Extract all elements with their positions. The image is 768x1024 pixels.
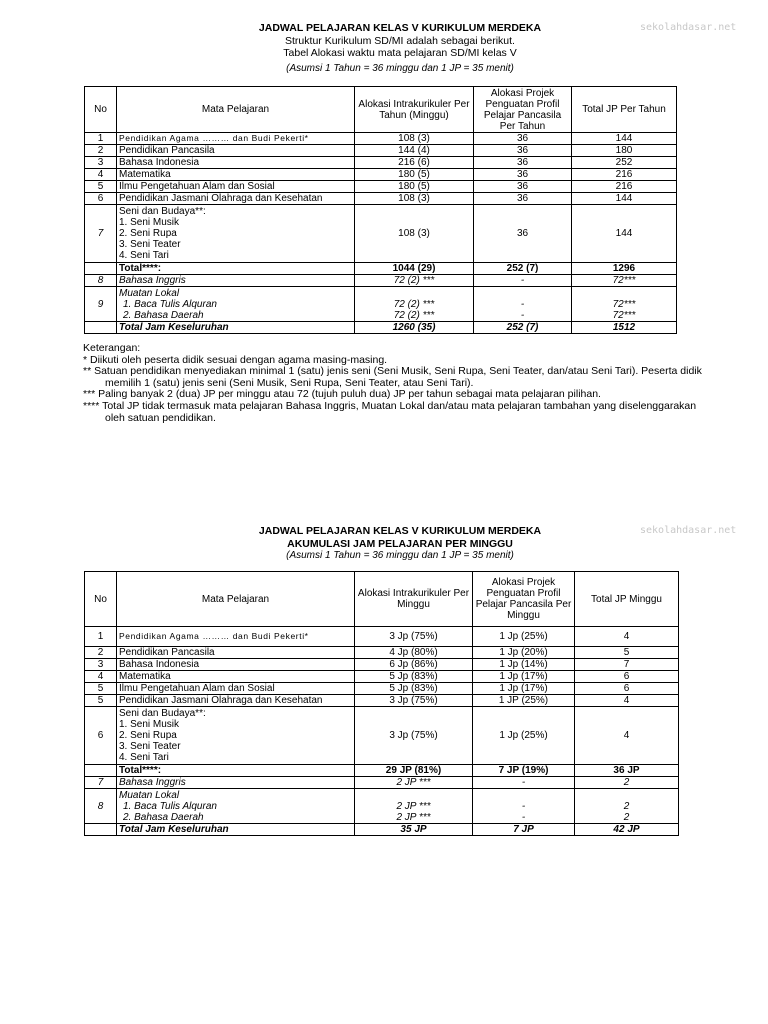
cell-projek: 36: [474, 193, 572, 205]
table-row: [85, 683, 679, 695]
cell-total: 6: [575, 671, 679, 683]
cell-no: 4: [85, 671, 117, 683]
cell-total: 252: [572, 157, 677, 169]
cell-total: 1296: [572, 263, 677, 275]
table2: [84, 571, 679, 836]
cell-mapel: Pendidikan Jasmani Olahraga dan Kesehatan: [117, 695, 355, 707]
cell-intra: 1260 (35): [355, 322, 474, 334]
cell-total: [575, 789, 679, 824]
table1-assumption: (Asumsi 1 Tahun = 36 minggu dan 1 JP = 35 menit): [286, 62, 514, 74]
table-row: [85, 671, 679, 683]
cell-projek: 252 (7): [474, 322, 572, 334]
cell-intra: 5 Jp (83%): [355, 683, 473, 695]
cell-intra: 35 JP: [355, 824, 473, 836]
cell-total: 216: [572, 169, 677, 181]
mulok-total-2: 2: [623, 811, 630, 823]
note-2a: ** Satuan pendidikan menyediakan minimal 1 (satu) jenis seni (Seni Musik, Seni Rupa, Seni Teater, dan/atau Seni Tari). Peserta didik: [83, 365, 702, 378]
mulok-intra-1: 2 JP ***: [396, 800, 431, 812]
mulok-total-1: 2: [623, 800, 630, 812]
mulok-total-2: 72***: [612, 309, 636, 321]
cell-no: 6: [85, 707, 117, 765]
seni-list: [119, 217, 352, 261]
cell-no: 5: [85, 695, 117, 707]
cell-projek: 1 Jp (14%): [473, 659, 575, 671]
cell-total: 72***: [572, 275, 677, 287]
cell-mapel: Total****:: [117, 765, 355, 777]
header-no: No: [85, 87, 117, 133]
cell-intra: 72 (2) ***: [355, 275, 474, 287]
table-row-seni: [85, 707, 679, 765]
cell-mapel: Bahasa Indonesia: [117, 157, 355, 169]
cell-mapel: Pendidikan Jasmani Olahraga dan Kesehatan: [117, 193, 355, 205]
cell-mapel: Bahasa Inggris: [117, 777, 355, 789]
table-row: [85, 193, 677, 205]
cell-projek: -: [473, 777, 575, 789]
cell-projek: 36: [474, 133, 572, 145]
table-row-subtotal: [85, 765, 679, 777]
cell-projek: [473, 789, 575, 824]
cell-intra: 108 (3): [355, 133, 474, 145]
list-item: 1. Baca Tulis Alquran: [123, 298, 217, 310]
cell-total: 180: [572, 145, 677, 157]
cell-mapel: Bahasa Indonesia: [117, 659, 355, 671]
cell-no: 9: [85, 287, 117, 322]
table2-header: [60, 525, 740, 563]
watermark: sekolahdasar.net: [640, 22, 737, 33]
mulok-intra-2: 72 (2) ***: [393, 309, 435, 321]
list-item: 1. Seni Musik: [119, 719, 180, 730]
note-2b: memilih 1 (satu) jenis seni (Seni Musik, Seni Rupa, Seni Teater, atau Seni Tari).: [105, 376, 474, 389]
cell-total: 144: [572, 205, 677, 263]
table1-subtitle2: Tabel Alokasi waktu mata pelajaran SD/MI kelas V: [283, 47, 517, 59]
cell-intra: 108 (3): [355, 205, 474, 263]
cell-projek: 36: [474, 169, 572, 181]
seni-title: Seni dan Budaya**:: [119, 708, 206, 719]
cell-intra: 216 (6): [355, 157, 474, 169]
cell-projek: 36: [474, 205, 572, 263]
cell-mapel: Pendidikan Pancasila: [117, 647, 355, 659]
table-row: [85, 145, 677, 157]
cell-intra: 6 Jp (86%): [355, 659, 473, 671]
cell-mapel: Pendidikan Agama ……… dan Budi Pekerti*: [117, 627, 355, 647]
list-item: 2. Bahasa Daerah: [123, 811, 204, 823]
cell-projek: 1 Jp (20%): [473, 647, 575, 659]
cell-no: 6: [85, 193, 117, 205]
cell-intra: 180 (5): [355, 181, 474, 193]
cell-intra: 108 (3): [355, 193, 474, 205]
header-no: No: [85, 572, 117, 627]
table1-header: [60, 22, 740, 75]
cell-no: 8: [85, 275, 117, 287]
cell-intra: 29 JP (81%): [355, 765, 473, 777]
cell-total: 144: [572, 133, 677, 145]
list-item: 4. Seni Tari: [119, 752, 169, 763]
cell-total: 7: [575, 659, 679, 671]
cell-mapel: Pendidikan Agama ……… dan Budi Pekerti*: [117, 133, 355, 145]
cell-projek: 7 JP: [473, 824, 575, 836]
cell-intra: [355, 287, 474, 322]
cell-intra: 3 Jp (75%): [355, 695, 473, 707]
cell-total: 42 JP: [575, 824, 679, 836]
cell-projek: [474, 287, 572, 322]
cell-intra: 4 Jp (80%): [355, 647, 473, 659]
cell-total: [572, 287, 677, 322]
table-row: [85, 275, 677, 287]
mulok-intra-2: 2 JP ***: [396, 811, 431, 823]
header-total: Total JP Per Tahun: [572, 87, 677, 133]
cell-no: 2: [85, 647, 117, 659]
cell-no: 7: [85, 777, 117, 789]
table-row: [85, 133, 677, 145]
mulok-projek-2: -: [521, 811, 526, 823]
cell-total: 5: [575, 647, 679, 659]
list-item: 4. Seni Tari: [119, 250, 169, 261]
notes-title: Keterangan:: [83, 342, 141, 354]
cell-mapel: Total****:: [117, 263, 355, 275]
cell-mapel: [117, 287, 355, 322]
cell-total: 2: [575, 777, 679, 789]
mulok-projek-2: -: [520, 309, 525, 321]
note-1: * Diikuti oleh peserta didik sesuai dengan agama masing-masing.: [83, 353, 388, 366]
note-3: *** Paling banyak 2 (dua) JP per minggu atau 72 (tujuh puluh dua) JP per tahun sebagai mata pelajaran pilihan.: [83, 388, 601, 401]
cell-total: 4: [575, 695, 679, 707]
header-intra: Alokasi Intrakurikuler Per Minggu: [355, 572, 473, 627]
header-total: Total JP Minggu: [575, 572, 679, 627]
cell-intra: 1044 (29): [355, 263, 474, 275]
cell-no: [85, 322, 117, 334]
cell-no: 1: [85, 133, 117, 145]
seni-title: Seni dan Budaya**:: [119, 206, 206, 217]
cell-no: 3: [85, 157, 117, 169]
cell-projek: 1 Jp (17%): [473, 671, 575, 683]
cell-no: 4: [85, 169, 117, 181]
table1-subtitle1: Struktur Kurikulum SD/MI adalah sebagai berikut.: [285, 34, 515, 47]
table-row: [85, 627, 679, 647]
table-row-subtotal: [85, 263, 677, 275]
cell-no: 7: [85, 205, 117, 263]
table1-title: JADWAL PELAJARAN KELAS V KURIKULUM MERDEKA: [258, 22, 542, 34]
cell-mapel: [117, 205, 355, 263]
table-row-mulok: [85, 789, 679, 824]
cell-total: 4: [575, 627, 679, 647]
cell-mapel: [117, 707, 355, 765]
cell-no: [85, 824, 117, 836]
cell-projek: 1 Jp (25%): [473, 627, 575, 647]
table2-title2: AKUMULASI JAM PELAJARAN PER MINGGU: [287, 537, 513, 550]
mulok-title: Muatan Lokal: [119, 789, 180, 801]
list-item: 2. Seni Rupa: [119, 228, 177, 239]
notes: [83, 343, 743, 424]
table1-header-row: [85, 87, 677, 133]
table-row-grand-total: [85, 824, 679, 836]
cell-no: 8: [85, 789, 117, 824]
cell-projek: 36: [474, 157, 572, 169]
list-item: 2. Seni Rupa: [119, 730, 177, 741]
note-4b: oleh satuan pendidikan.: [105, 411, 216, 424]
cell-mapel: Total Jam Keseluruhan: [117, 322, 355, 334]
cell-mapel: Ilmu Pengetahuan Alam dan Sosial: [117, 683, 355, 695]
table-row: [85, 777, 679, 789]
cell-mapel: [117, 789, 355, 824]
mulok-projek-1: -: [520, 298, 525, 310]
cell-no: 3: [85, 659, 117, 671]
cell-projek: 1 Jp (25%): [473, 707, 575, 765]
mulok-total-1: 72***: [612, 298, 636, 310]
cell-total: 6: [575, 683, 679, 695]
table-row-grand-total: [85, 322, 677, 334]
table-row: [85, 659, 679, 671]
cell-total: 36 JP: [575, 765, 679, 777]
table1: [84, 86, 677, 334]
note-4a: **** Total JP tidak termasuk mata pelajaran Bahasa Inggris, Muatan Lokal dan/atau mata pelajaran tambahan yang diselenggarakan: [83, 399, 697, 412]
cell-mapel: Matematika: [117, 671, 355, 683]
mulok-intra-1: 72 (2) ***: [393, 298, 435, 310]
cell-mapel: Ilmu Pengetahuan Alam dan Sosial: [117, 181, 355, 193]
cell-projek: -: [474, 275, 572, 287]
list-item: 2. Bahasa Daerah: [123, 309, 204, 321]
cell-projek: 36: [474, 145, 572, 157]
cell-intra: 3 Jp (75%): [355, 627, 473, 647]
cell-no: 2: [85, 145, 117, 157]
cell-projek: 1 Jp (17%): [473, 683, 575, 695]
list-item: 3. Seni Teater: [119, 239, 181, 250]
header-projek: Alokasi Projek Penguatan Profil Pelajar Pancasila Per Tahun: [474, 87, 572, 133]
cell-no: [85, 263, 117, 275]
cell-projek: 36: [474, 181, 572, 193]
cell-total: 216: [572, 181, 677, 193]
cell-mapel: Total Jam Keseluruhan: [117, 824, 355, 836]
cell-projek: 1 JP (25%): [473, 695, 575, 707]
cell-no: 5: [85, 683, 117, 695]
table2-header-row: [85, 572, 679, 627]
list-item: 1. Seni Musik: [119, 217, 180, 228]
list-item: 3. Seni Teater: [119, 741, 181, 752]
table-row-mulok: [85, 287, 677, 322]
header-mapel: Mata Pelajaran: [117, 87, 355, 133]
header-mapel: Mata Pelajaran: [117, 572, 355, 627]
cell-projek: 7 JP (19%): [473, 765, 575, 777]
watermark: sekolahdasar.net: [640, 525, 737, 536]
cell-total: 144: [572, 193, 677, 205]
cell-intra: 5 Jp (83%): [355, 671, 473, 683]
cell-total: 1512: [572, 322, 677, 334]
header-projek: Alokasi Projek Penguatan Profil Pelajar Pancasila Per Minggu: [473, 572, 575, 627]
table-row: [85, 181, 677, 193]
header-intra: Alokasi Intrakurikuler Per Tahun (Minggu): [355, 87, 474, 133]
table-row-seni: [85, 205, 677, 263]
cell-mapel: Bahasa Inggris: [117, 275, 355, 287]
table-row: [85, 169, 677, 181]
cell-intra: 2 JP ***: [355, 777, 473, 789]
cell-no: 1: [85, 627, 117, 647]
mulok-title: Muatan Lokal: [119, 287, 180, 299]
cell-no: 5: [85, 181, 117, 193]
table-row: [85, 157, 677, 169]
cell-mapel: Matematika: [117, 169, 355, 181]
table-row: [85, 695, 679, 707]
cell-intra: 180 (5): [355, 169, 474, 181]
list-item: 1. Baca Tulis Alquran: [123, 800, 217, 812]
seni-list: [119, 719, 352, 763]
table2-assumption: (Asumsi 1 Tahun = 36 minggu dan 1 JP = 35 menit): [286, 550, 514, 561]
table2-title: JADWAL PELAJARAN KELAS V KURIKULUM MERDEKA: [258, 525, 542, 537]
cell-intra: 3 Jp (75%): [355, 707, 473, 765]
cell-intra: 144 (4): [355, 145, 474, 157]
table-row: [85, 647, 679, 659]
mulok-projek-1: -: [521, 800, 526, 812]
cell-total: 4: [575, 707, 679, 765]
cell-mapel: Pendidikan Pancasila: [117, 145, 355, 157]
cell-intra: [355, 789, 473, 824]
cell-no: [85, 765, 117, 777]
cell-projek: 252 (7): [474, 263, 572, 275]
